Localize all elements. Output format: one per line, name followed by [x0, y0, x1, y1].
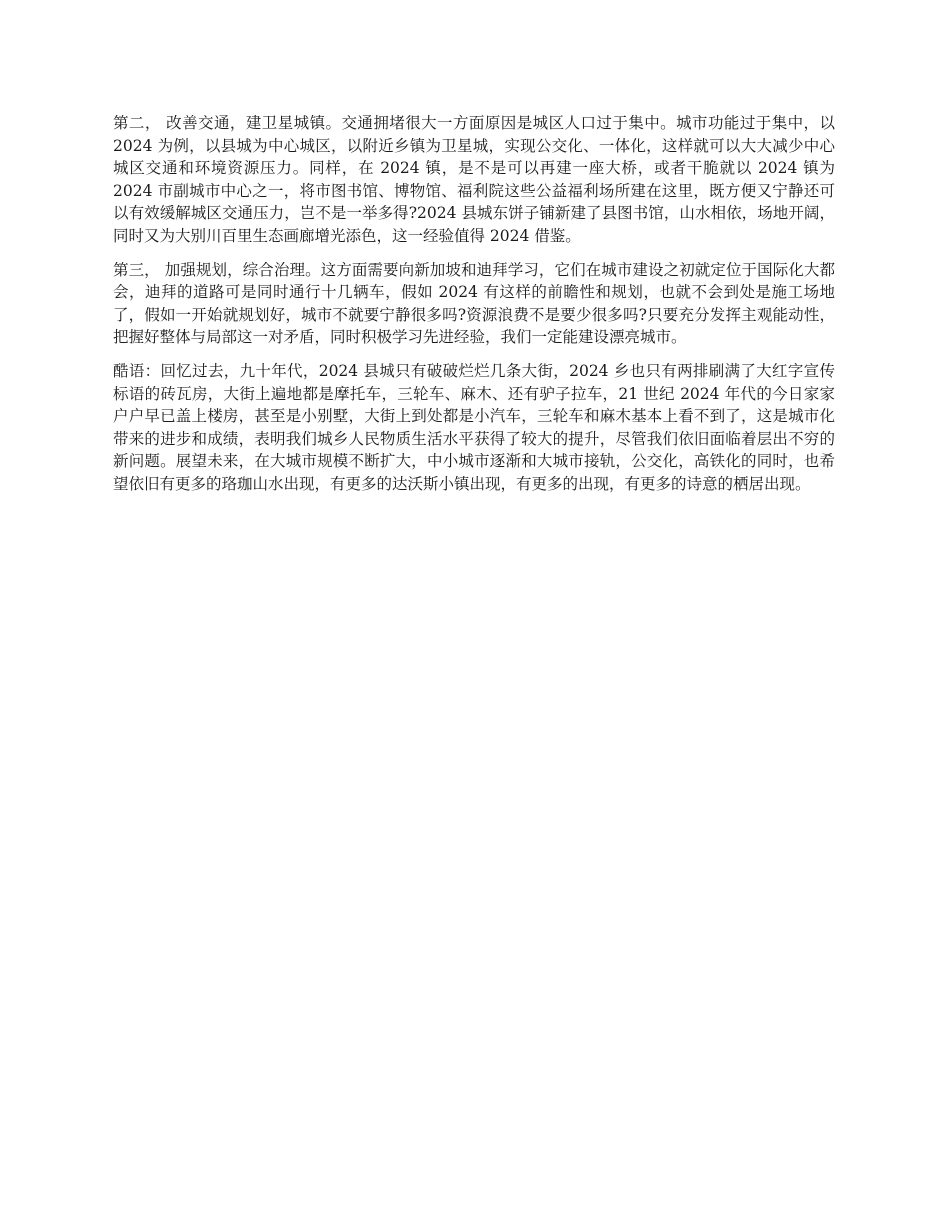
paragraph-traffic-satellite-towns: 第二， 改善交通，建卫星城镇。交通拥堵很大一方面原因是城区人口过于集中。城市功能过于集中，以 2024 为例，以县城为中心城区，以附近乡镇为卫星城，实现公交化、一体化，这样就可以大大减少中心城区交通和环境资源压力。同样，在 2024 镇，是不是可以再建一座大桥，或者干脆就以 2024 镇为 2024 市副城市中心之一，将市图书馆、博物馆、福利院这些公益福利场所建在这里，既方便又宁静还可以有效缓解城区交通压力，岂不是一举多得?2024 县城东饼子铺新建了县图书馆，山水相依，场地开阔，同时又为大别川百里生态画廊增光添色，这一经验值得 2024 借鉴。: [113, 114, 835, 245]
paragraph-planning-governance: 第三， 加强规划，综合治理。这方面需要向新加坡和迪拜学习，它们在城市建设之初就定位于国际化大都会，迪拜的道路可是同时通行十几辆车，假如 2024 有这样的前瞻性和规划，也就不会到处是施工场地了，假如一开始就规划好，城市不就要宁静很多吗?资源浪费不是要少很多吗?只要充分发挥主观能动性，把握好整体与局部这一对矛盾，同时积极学习先进经验，我们一定能建设漂亮城市。: [113, 260, 835, 347]
document-page: [113, 112, 835, 507]
paragraph-conclusion: 酷语：回忆过去，九十年代，2024 县城只有破破烂烂几条大街，2024 乡也只有两排刷满了大红字宣传标语的砖瓦房，大街上遍地都是摩托车，三轮车、麻木、还有驴子拉车，21 世纪 2024 年代的今日家家户户早已盖上楼房，甚至是小别墅，大街上到处都是小汽车，三轮车和麻木基本上看不到了，这是城市化带来的进步和成绩，表明我们城乡人民物质生活水平获得了较大的提升，尽管我们依旧面临着层出不穷的新问题。展望未来，在大城市规模不断扩大，中小城市逐渐和大城市接轨，公交化，高铁化的同时，也希望依旧有更多的珞珈山水出现，有更多的达沃斯小镇出现，有更多的出现，有更多的诗意的栖居出现。: [113, 361, 835, 493]
